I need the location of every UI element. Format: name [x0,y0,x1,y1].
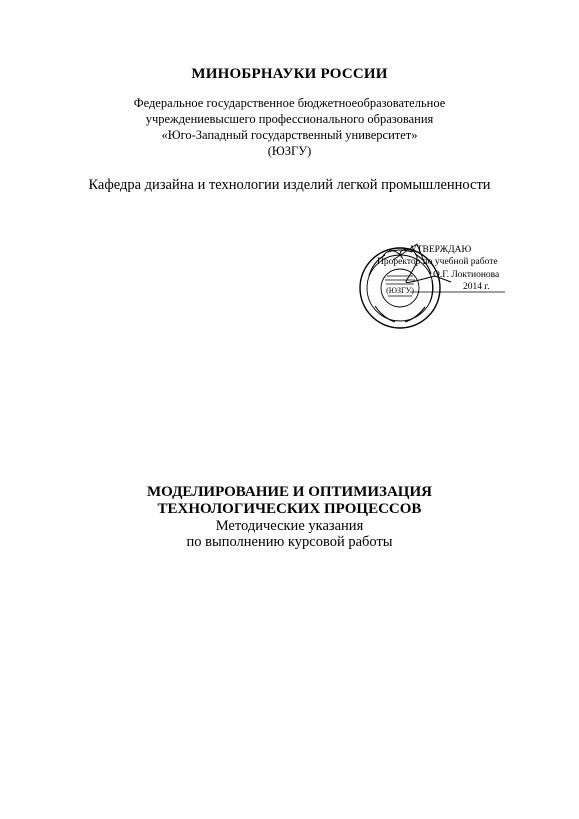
institution-line: «Юго-Западный государственный университет» [161,128,418,142]
institution-name [0,95,579,159]
department-name: Кафедра дизайна и технологии изделий легкой промышленности [88,177,491,193]
institution-line: учреждениевысшего профессионального образования [145,112,434,126]
approval-title: УТВЕРЖДАЮ [410,245,472,255]
approval-date: 2014 г. [463,282,490,292]
svg-text:(ЮЗГУ): (ЮЗГУ) [386,286,414,295]
institution-abbreviation: (ЮЗГУ) [267,144,312,158]
approval-name: О.Г. Локтионова [433,270,500,280]
approval-role: Проректор по учебной работе [377,257,498,267]
document-title-line: МОДЕЛИРОВАНИЕ И ОПТИМИЗАЦИЯ [147,484,432,500]
institution-line: Федеральное государственное бюджетноеобразовательное [133,96,446,110]
document-subtitle-line: Методические указания [215,518,364,534]
document-title-block [0,484,579,550]
ministry-title: МИНОБРНАУКИ РОССИИ [191,66,388,82]
document-subtitle-line: по выполнению курсовой работы [186,534,393,550]
approval-block [355,236,535,336]
document-title-line: ТЕХНОЛОГИЧЕСКИХ ПРОЦЕССОВ [157,501,422,517]
